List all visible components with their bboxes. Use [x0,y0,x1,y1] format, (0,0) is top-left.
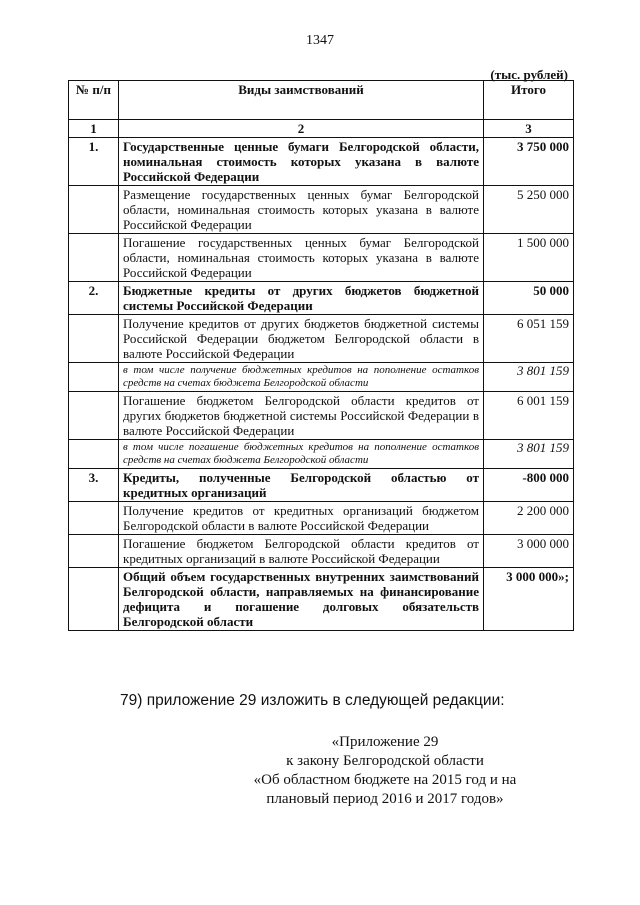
index-cell: 2 [119,120,484,138]
appendix-line: к закону Белгородской области [286,753,484,769]
index-cell: 1 [69,120,119,138]
row-number [69,535,119,568]
row-number: 2. [69,282,119,315]
row-number [69,392,119,440]
row-number [69,234,119,282]
column-index-row [69,120,574,138]
row-description: Государственные ценные бумаги Белгородской области, номинальная стоимость которых указана в валюте Российской Федерации [119,138,484,186]
row-description: Кредиты, полученные Белгородской областью от кредитных организаций [119,469,484,502]
row-description: Размещение государственных ценных бумаг Белгородской области, номинальная стоимость которых указана в валюте Российской Федерации [119,186,484,234]
row-amount: 1 500 000 [484,234,574,282]
row-number [69,440,119,469]
row-description: Погашение государственных ценных бумаг Белгородской области, номинальная стоимость которых указана в валюте Российской Федерации [119,234,484,282]
row-number [69,568,119,631]
row-amount: 5 250 000 [484,186,574,234]
table-row [69,392,574,440]
row-amount: 2 200 000 [484,502,574,535]
table-row [69,282,574,315]
row-amount: 3 801 159 [484,363,574,392]
row-amount: 6 051 159 [484,315,574,363]
appendix-line: «Приложение 29 [331,734,439,750]
row-amount: 3 750 000 [484,138,574,186]
table-row [69,363,574,392]
table-row [69,469,574,502]
table-row [69,502,574,535]
row-description: Общий объем государственных внутренних заимствований Белгородской области, направляемых на финансирование дефицита и погашение долговых обязательств Белгородской области [119,568,484,631]
table-row [69,535,574,568]
row-amount: 3 000 000 [484,535,574,568]
row-number: 3. [69,469,119,502]
row-number [69,363,119,392]
row-amount: 3 000 000»; [484,568,574,631]
header-total: Итого [484,81,574,120]
borrowings-table [68,80,574,631]
table-row [69,568,574,631]
table-row [69,315,574,363]
header-number: № п/п [69,81,119,120]
row-number [69,502,119,535]
table-row [69,234,574,282]
row-number [69,315,119,363]
units-label: (тыс. рублей) [490,67,568,82]
row-amount: 3 801 159 [484,440,574,469]
appendix-line: «Об областном бюджете на 2015 год и на [253,772,517,788]
row-amount: 50 000 [484,282,574,315]
index-cell: 3 [484,120,574,138]
row-amount: 6 001 159 [484,392,574,440]
table-row [69,138,574,186]
row-description: Бюджетные кредиты от других бюджетов бюджетной системы Российской Федерации [119,282,484,315]
appendix-heading [220,733,550,809]
table-row [69,440,574,469]
table-row [69,186,574,234]
row-number: 1. [69,138,119,186]
row-amount: -800 000 [484,469,574,502]
row-description: Погашение бюджетом Белгородской области кредитов от кредитных организаций в валюте Российской Федерации [119,535,484,568]
row-description: Получение кредитов от других бюджетов бюджетной системы Российской Федерации бюджетом Белгородской области в валюте Российской Федерации [119,315,484,363]
amendment-paragraph: 79) приложение 29 изложить в следующей редакции: [120,692,505,709]
table-header-row [69,81,574,120]
header-type: Виды заимствований [119,81,484,120]
row-description: в том числе получение бюджетных кредитов на пополнение остатков средств на счетах бюджета Белгородской области [119,363,484,392]
row-description: Получение кредитов от кредитных организаций бюджетом Белгородской области в валюте Российской Федерации [119,502,484,535]
page-number: 1347 [306,33,334,48]
row-description: в том числе погашение бюджетных кредитов на пополнение остатков средств на счетах бюджета Белгородской области [119,440,484,469]
appendix-line: плановый период 2016 и 2017 годов» [266,791,504,807]
row-number [69,186,119,234]
row-description: Погашение бюджетом Белгородской области кредитов от других бюджетов бюджетной системы Российской Федерации в валюте Российской Федерации [119,392,484,440]
